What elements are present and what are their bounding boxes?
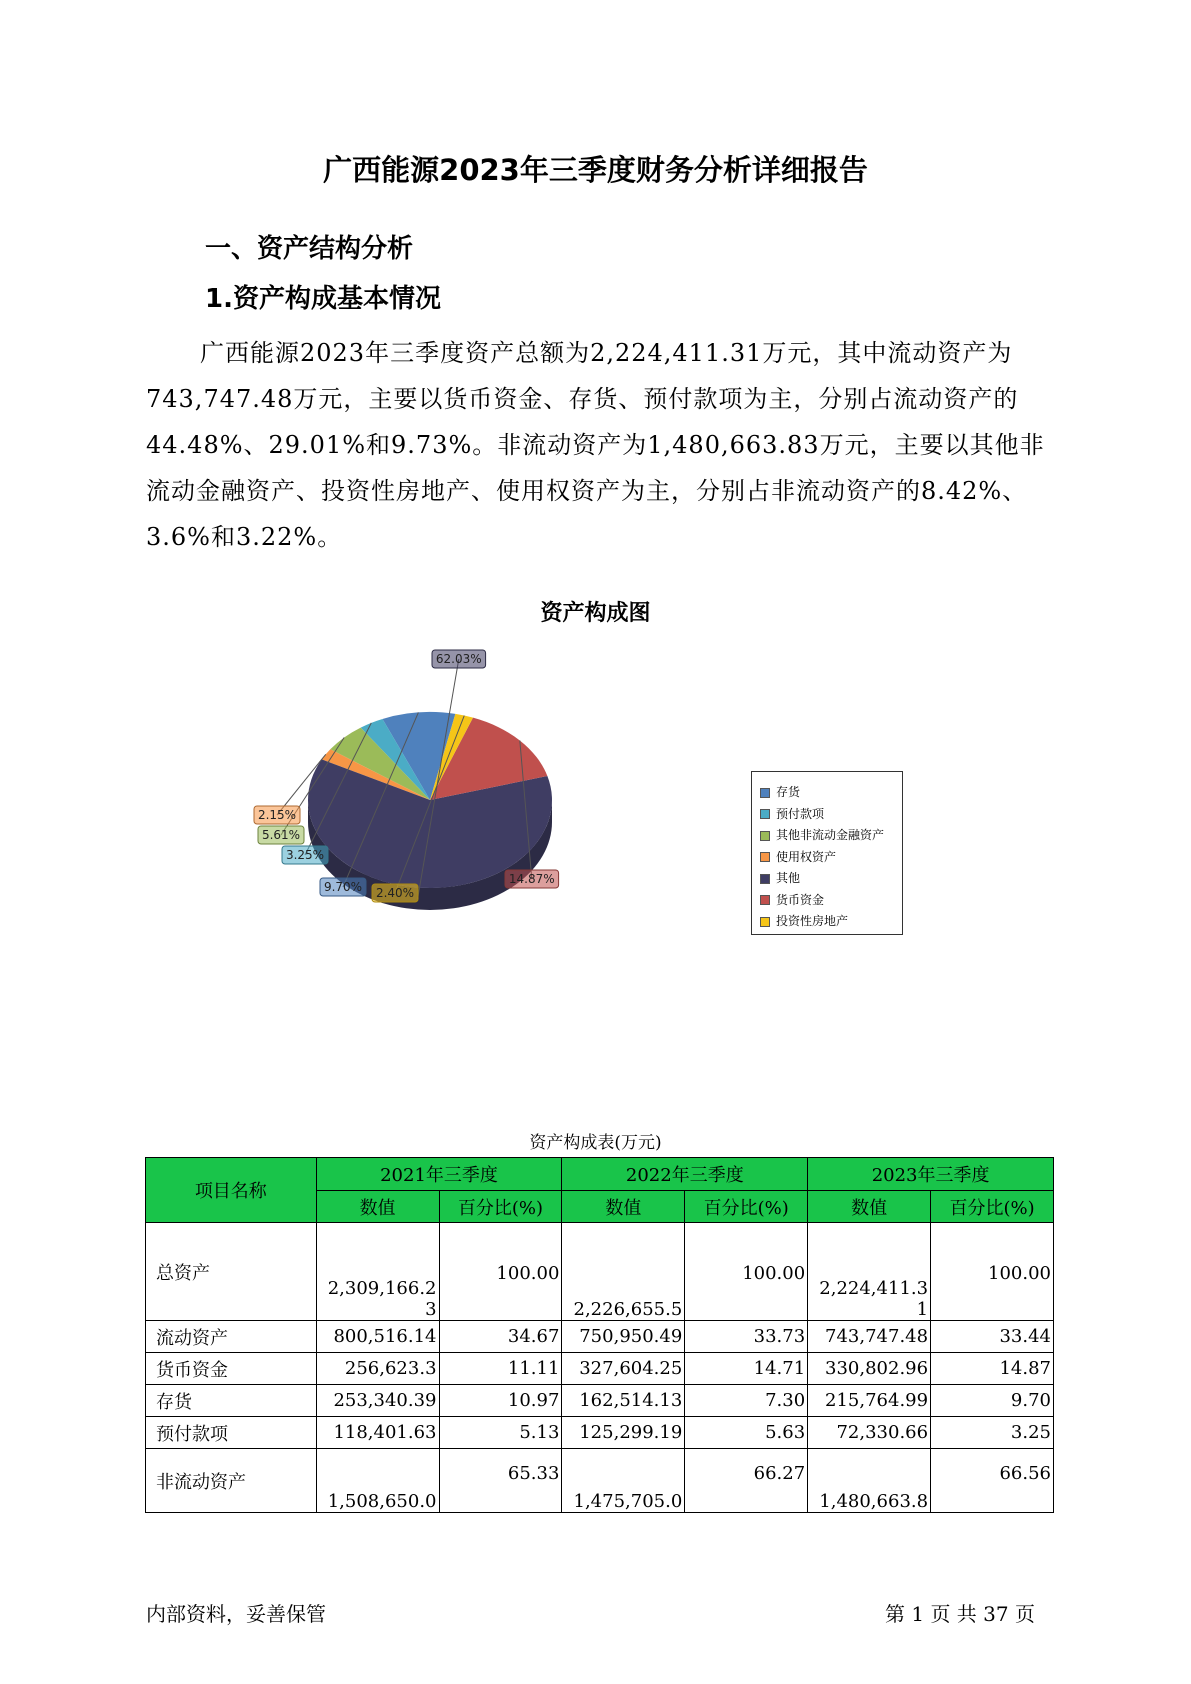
- legend-item: [760, 911, 902, 933]
- cell-value: 118,401.63: [316, 1417, 439, 1449]
- legend-label: 存货: [776, 785, 801, 799]
- table-row: [146, 1385, 1054, 1417]
- col-header-2023: 2023年三季度: [808, 1158, 1054, 1191]
- table-row: [146, 1321, 1054, 1353]
- cell-percent: 33.44: [931, 1321, 1054, 1353]
- footer-confidential: 内部资料，妥善保管: [146, 1602, 326, 1626]
- pie-data-label: 62.03%: [435, 652, 482, 666]
- cell-percent: 34.67: [439, 1321, 562, 1353]
- cell-percent: 14.71: [685, 1353, 808, 1385]
- sub-header-pct: 百分比(%): [439, 1191, 562, 1223]
- cell-percent: 100.00: [685, 1223, 808, 1321]
- cell-percent: 5.13: [439, 1417, 562, 1449]
- asset-table: [145, 1157, 1054, 1513]
- cell-percent: 66.27: [685, 1449, 808, 1513]
- cell-value: 215,764.99: [808, 1385, 931, 1417]
- legend-item: [760, 847, 902, 869]
- cell-value: 2,226,655.5: [562, 1223, 685, 1321]
- legend-swatch: [760, 895, 770, 905]
- legend-swatch: [760, 788, 770, 798]
- cell-percent: 5.63: [685, 1417, 808, 1449]
- cell-percent: 14.87: [931, 1353, 1054, 1385]
- pie-data-label: 14.87%: [508, 872, 555, 886]
- table-row: [146, 1449, 1054, 1513]
- pie-slices: [308, 712, 552, 888]
- pie-data-label: 5.61%: [261, 828, 301, 842]
- row-name: 流动资产: [146, 1321, 317, 1353]
- asset-pie-chart: [230, 640, 630, 920]
- col-header-2022: 2022年三季度: [562, 1158, 808, 1191]
- pie-data-label: 2.15%: [257, 808, 297, 822]
- table-row: [146, 1417, 1054, 1449]
- cell-value: 1,475,705.0: [562, 1449, 685, 1513]
- row-name: 存货: [146, 1385, 317, 1417]
- pie-data-label: 9.70%: [323, 880, 363, 894]
- sub-header-value: 数值: [316, 1191, 439, 1223]
- legend-label: 其他非流动金融资产: [776, 828, 885, 842]
- legend-swatch: [760, 917, 770, 927]
- cell-value: 125,299.19: [562, 1417, 685, 1449]
- cell-value: 162,514.13: [562, 1385, 685, 1417]
- cell-percent: 7.30: [685, 1385, 808, 1417]
- sub-header-value: 数值: [808, 1191, 931, 1223]
- legend-swatch: [760, 831, 770, 841]
- pie-data-label: 2.40%: [375, 886, 415, 900]
- table-row: [146, 1223, 1054, 1321]
- row-name: 货币资金: [146, 1353, 317, 1385]
- legend-item: [760, 868, 902, 890]
- cell-percent: 11.11: [439, 1353, 562, 1385]
- footer-page-number: 第 1 页 共 37 页: [885, 1602, 1035, 1626]
- sub-header-pct: 百分比(%): [931, 1191, 1054, 1223]
- cell-percent: 3.25: [931, 1417, 1054, 1449]
- cell-percent: 10.97: [439, 1385, 562, 1417]
- col-header-2021: 2021年三季度: [316, 1158, 562, 1191]
- cell-value: 327,604.25: [562, 1353, 685, 1385]
- legend-swatch: [760, 809, 770, 819]
- legend-label: 投资性房地产: [776, 914, 849, 928]
- cell-percent: 9.70: [931, 1385, 1054, 1417]
- cell-percent: 100.00: [931, 1223, 1054, 1321]
- cell-percent: 100.00: [439, 1223, 562, 1321]
- cell-percent: 33.73: [685, 1321, 808, 1353]
- table-body: [146, 1223, 1054, 1513]
- row-name: 非流动资产: [146, 1449, 317, 1513]
- legend-label: 预付款项: [776, 806, 825, 821]
- legend-item: [760, 804, 902, 826]
- chart-title: 资产构成图: [540, 601, 651, 626]
- row-name: 总资产: [146, 1223, 317, 1321]
- legend-item: [760, 782, 902, 804]
- row-name: 预付款项: [146, 1417, 317, 1449]
- document-title: 广西能源2023年三季度财务分析详细报告: [323, 153, 868, 187]
- cell-value: 750,950.49: [562, 1321, 685, 1353]
- cell-value: 743,747.48: [808, 1321, 931, 1353]
- legend-label: 货币资金: [776, 892, 825, 907]
- cell-value: 253,340.39: [316, 1385, 439, 1417]
- legend-swatch: [760, 874, 770, 884]
- cell-percent: 65.33: [439, 1449, 562, 1513]
- cell-value: 800,516.14: [316, 1321, 439, 1353]
- cell-value: 256,623.3: [316, 1353, 439, 1385]
- cell-percent: 66.56: [931, 1449, 1054, 1513]
- cell-value: 2,224,411.31: [808, 1223, 931, 1321]
- cell-value: 72,330.66: [808, 1417, 931, 1449]
- legend-label: 其他: [776, 871, 801, 885]
- chart-legend: [751, 771, 903, 935]
- sub-header-pct: 百分比(%): [685, 1191, 808, 1223]
- cell-value: 330,802.96: [808, 1353, 931, 1385]
- legend-label: 使用权资产: [776, 849, 837, 864]
- table-caption: 资产构成表(万元): [529, 1133, 662, 1153]
- table-row: [146, 1353, 1054, 1385]
- summary-paragraph: 广西能源2023年三季度资产总额为2,224,411.31万元，其中流动资产为743,747.48万元，主要以货币资金、存货、预付款项为主，分别占流动资产的44.48%、29.01%和9.73%。非流动资产为1,480,663.83万元，主要以其他非流动金融资产、投资性房地产、使用权资产为主，分别占非流动资产的8.42%、3.6%和3.22%。: [146, 339, 1045, 551]
- legend-item: [760, 825, 902, 847]
- cell-value: 1,480,663.8: [808, 1449, 931, 1513]
- pie-data-label: 3.25%: [285, 848, 325, 862]
- cell-value: 1,508,650.0: [316, 1449, 439, 1513]
- legend-item: [760, 890, 902, 912]
- cell-value: 2,309,166.23: [316, 1223, 439, 1321]
- section-heading: 一、资产结构分析: [205, 234, 414, 264]
- subsection-heading: 1.资产构成基本情况: [205, 284, 441, 314]
- legend-swatch: [760, 852, 770, 862]
- col-header-name: 项目名称: [146, 1158, 317, 1223]
- sub-header-value: 数值: [562, 1191, 685, 1223]
